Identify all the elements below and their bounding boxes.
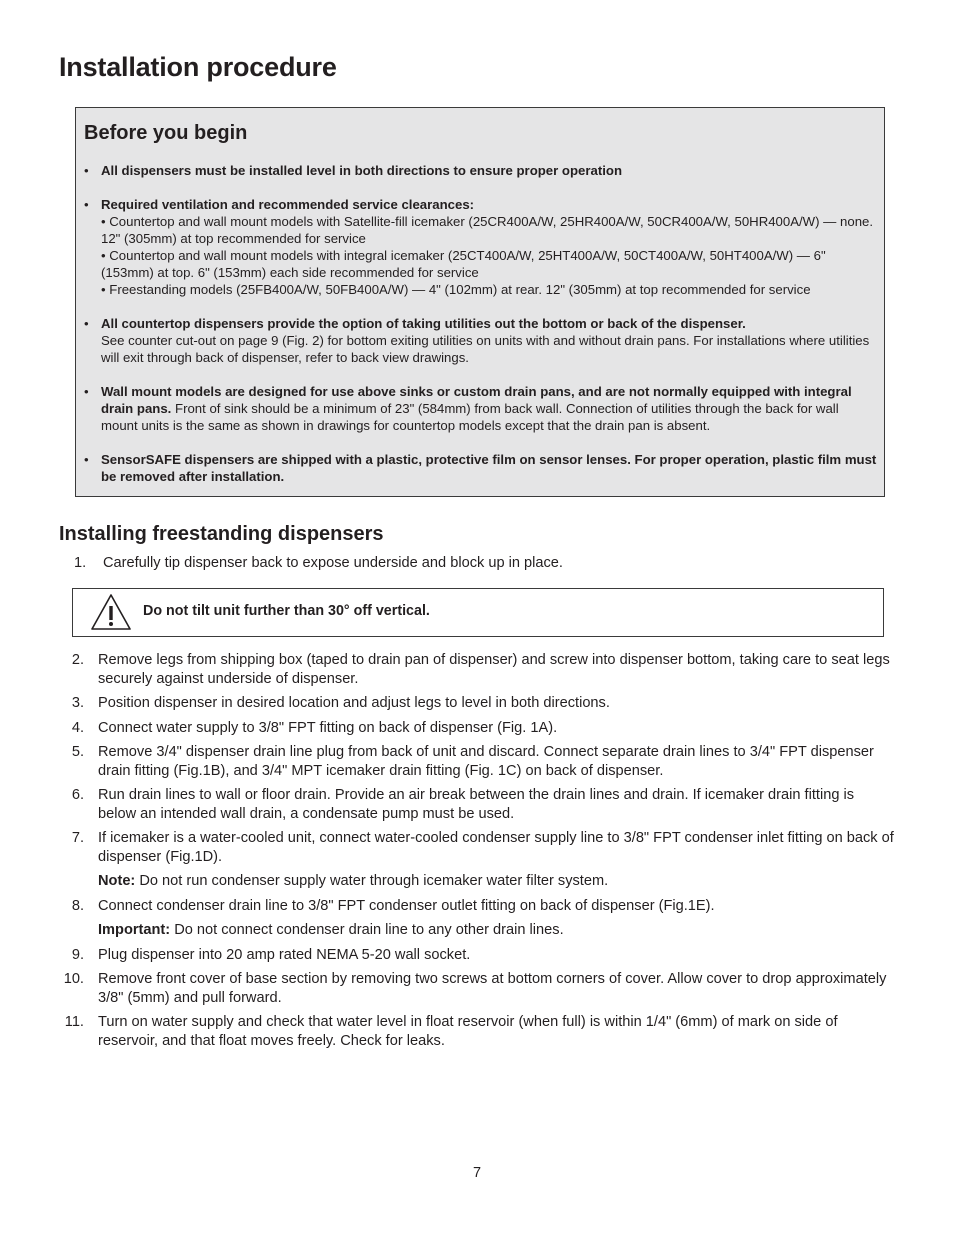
step-text: If icemaker is a water-cooled unit, connect water-cooled condenser supply line to 3/8" FPT condenser inlet fitting on back of dispenser (Fig.1D). (98, 830, 894, 865)
byb-item-countertop-utilities (76, 315, 884, 366)
step-text: Connect condenser drain line to 3/8" FPT condenser outlet fitting on back of dispenser (Fig.1E). (98, 897, 715, 914)
step-number: 8. (71, 897, 84, 914)
step-8-note (60, 921, 894, 940)
step-number: 9. (71, 946, 84, 963)
page-title: Installation procedure (59, 52, 337, 82)
step-text: Plug dispenser into 20 amp rated NEMA 5-20 wall socket. (98, 946, 471, 963)
byb-item-text: Front of sink should be a minimum of 23" (584mm) from back wall. Connection of utilities through the back for wall mount units is the same as shown in drawings for countertop models except that the drain pan is absent. (101, 401, 839, 433)
step-4 (60, 719, 894, 738)
before-you-begin-title: Before you begin (84, 122, 248, 144)
step-number: 5. (71, 744, 84, 760)
step-11 (60, 1013, 894, 1050)
byb-item-sensorsafe (76, 451, 884, 485)
step-number: 11. (64, 1014, 84, 1030)
step-number: 2. (71, 652, 84, 668)
byb-item-bold: Wall mount models are designed for use above sinks or custom drain pans, and are not normally equipped with integral drain pans. (101, 384, 852, 416)
before-you-begin-box (75, 107, 885, 497)
step-3 (60, 694, 894, 713)
step-7 (60, 829, 894, 866)
bullet-icon: • (84, 316, 89, 331)
step-8 (60, 897, 894, 916)
byb-item-bold: SensorSAFE dispensers are shipped with a plastic, protective film on sensor lenses. For proper operation, plastic film must be removed after installation. (101, 452, 877, 484)
step-text: Run drain lines to wall or floor drain. Provide an air break between the drain lines and drain. If icemaker drain fitting is below an intended wall drain, a condensate pump must be used. (98, 787, 855, 822)
important-label: Important: (98, 922, 171, 938)
note-label: Note: (98, 873, 136, 889)
step-6 (60, 786, 894, 823)
step-number: 4. (71, 719, 84, 736)
step-text: Turn on water supply and check that water level in float reservoir (when full) is within 1/4" (6mm) of mark on side of reservoir, and that float moves freely. Check for leaks. (98, 1014, 838, 1049)
important-text: Do not connect condenser drain line to any other drain lines. (170, 922, 564, 938)
bullet-icon: • (84, 163, 89, 178)
warning-triangle-icon (90, 593, 132, 631)
step-2 (60, 651, 894, 688)
step-text: Position dispenser in desired location and adjust legs to level in both directions. (98, 695, 610, 711)
step-10 (60, 970, 894, 1007)
before-you-begin-list (76, 162, 884, 502)
bullet-icon: • (84, 197, 89, 212)
step-text: Remove front cover of base section by removing two screws at bottom corners of cover. Allow cover to drop approximately 3/8" (5mm) and pull forward. (98, 971, 887, 1006)
step-text: Carefully tip dispenser back to expose underside and block up in place. (103, 555, 563, 571)
clearance-freestanding: • Freestanding models (25FB400A/W, 50FB400A/W) — 4" (102mm) at rear. 12" (305mm) at top recommended for service (101, 282, 811, 297)
bullet-icon: • (84, 452, 89, 467)
step-5 (60, 743, 894, 780)
step-text: Remove legs from shipping box (taped to drain pan of dispenser) and screw into dispenser bottom, taking care to seat legs securely against underside of dispenser. (98, 652, 890, 687)
step-text: Connect water supply to 3/8" FPT fitting on back of dispenser (Fig. 1A). (98, 719, 558, 736)
bullet-icon: • (84, 384, 89, 399)
step-number: 7. (71, 830, 84, 846)
steps-list (60, 651, 894, 1056)
step-text: Remove 3/4" dispenser drain line plug from back of unit and discard. Connect separate drain lines to 3/4" FPT dispenser drain fitting (Fig.1B), and 3/4" MPT icemaker drain fitting (Fig. 1C) on back of dispenser. (98, 744, 874, 779)
step-number: 1. (74, 555, 87, 571)
clearance-countertop-satellite: • Countertop and wall mount models with Satellite-fill icemaker (25CR400A/W, 25HR400A/W, 50CR400A/W, 50HR400A/W) — none. 12" (305mm) at top recommended for service (101, 214, 874, 246)
step-7-note (60, 872, 894, 891)
note-text: Do not run condenser supply water through icemaker water filter system. (135, 873, 609, 889)
warning-text: Do not tilt unit further than 30° off vertical. (143, 603, 430, 619)
step-number: 6. (71, 787, 84, 803)
byb-item-clearances (76, 196, 884, 298)
byb-item-bold: Required ventilation and recommended service clearances: (101, 197, 475, 212)
byb-item-text: See counter cut-out on page 9 (Fig. 2) for bottom exiting utilities on units with and without drain pans. For installations where utilities will exit through back of dispenser, refer to back view drawings. (101, 333, 870, 365)
page-number: 7 (472, 1165, 482, 1181)
step-number: 10. (63, 971, 84, 987)
byb-item-bold: All dispensers must be installed level in both directions to ensure proper operation (101, 163, 623, 178)
section-title: Installing freestanding dispensers (59, 523, 384, 545)
byb-item-bold: All countertop dispensers provide the option of taking utilities out the bottom or back of the dispenser. (101, 316, 746, 331)
step-number: 3. (71, 695, 84, 711)
clearance-countertop-integral: • Countertop and wall mount models with integral icemaker (25CT400A/W, 25HT400A/W, 50CT400A/W, 50HT400A/W) — 6" (153mm) at top. 6" (153mm) each side recommended for service (101, 248, 826, 280)
byb-item-level (76, 162, 884, 179)
byb-item-wall-mount (76, 383, 884, 434)
step-9 (60, 946, 894, 965)
warning-box (72, 588, 884, 637)
